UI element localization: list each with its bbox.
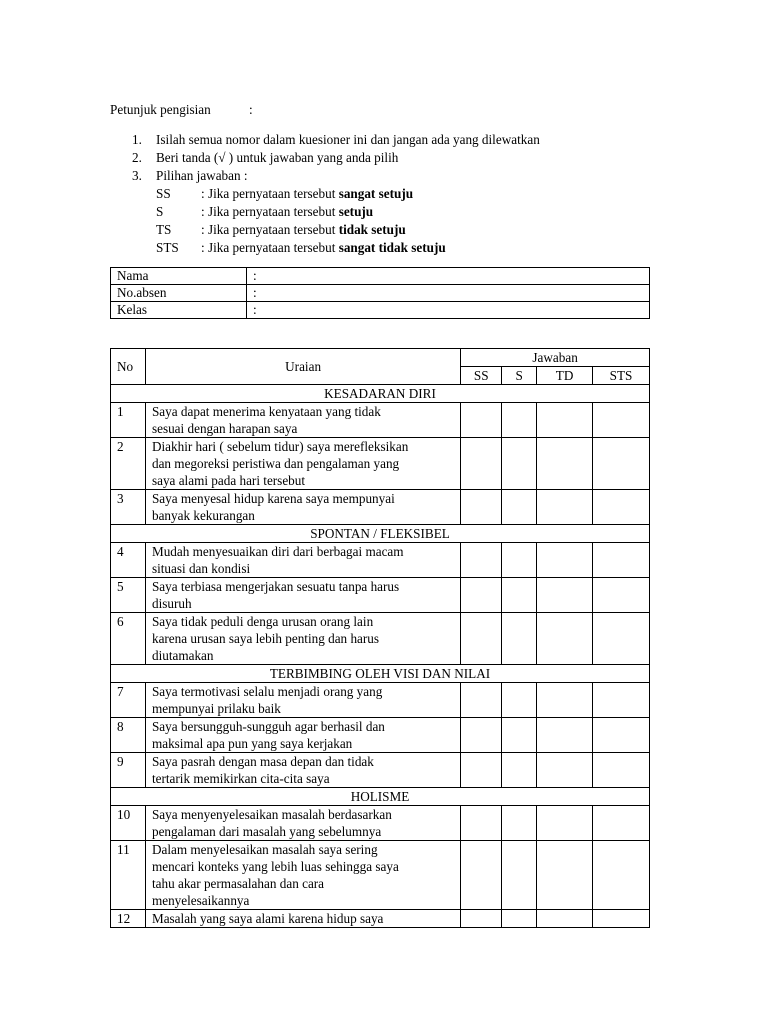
answer-cell-s[interactable] [502, 403, 537, 438]
question-number: 3 [111, 490, 146, 525]
answer-cell-sts[interactable] [593, 613, 650, 665]
answer-cell-ss[interactable] [461, 543, 502, 578]
answer-cell-ss[interactable] [461, 841, 502, 910]
question-number: 5 [111, 578, 146, 613]
statement-line: Saya bersungguh-sungguh agar berhasil dan [151, 719, 385, 734]
option-description [201, 185, 413, 203]
answer-cell-td[interactable] [537, 403, 593, 438]
answer-cell-sts[interactable] [593, 806, 650, 841]
instruction-text: Isilah semua nomor dalam kuesioner ini dan jangan ada yang dilewatkan [156, 132, 540, 147]
instruction-number: 1. [132, 132, 142, 147]
answer-cell-td[interactable] [537, 578, 593, 613]
question-statement [145, 841, 460, 910]
option-description [201, 221, 406, 239]
question-row [111, 683, 650, 718]
answer-cell-sts[interactable] [593, 753, 650, 788]
answer-cell-ss[interactable] [461, 683, 502, 718]
question-statement [145, 613, 460, 665]
identity-value-field[interactable]: : [247, 302, 650, 319]
answer-cell-s[interactable] [502, 438, 537, 490]
answer-cell-sts[interactable] [593, 841, 650, 910]
question-statement [145, 910, 460, 928]
statement-line: Saya terbiasa mengerjakan sesuatu tanpa harus [151, 579, 400, 594]
answer-cell-td[interactable] [537, 718, 593, 753]
question-statement [145, 683, 460, 718]
question-row [111, 841, 650, 910]
section-title: KESADARAN DIRI [111, 385, 650, 403]
answer-cell-s[interactable] [502, 490, 537, 525]
statement-line: mempunyai prilaku baik [151, 701, 281, 716]
answer-cell-sts[interactable] [593, 683, 650, 718]
question-row [111, 613, 650, 665]
identity-label: Kelas [111, 302, 247, 319]
question-row [111, 543, 650, 578]
answer-cell-td[interactable] [537, 683, 593, 718]
statement-line: Saya menyesal hidup karena saya mempunyai [151, 491, 395, 506]
question-row [111, 438, 650, 490]
option-meaning: sangat tidak setuju [338, 240, 446, 255]
answer-cell-sts[interactable] [593, 438, 650, 490]
question-statement [145, 490, 460, 525]
answer-cell-ss[interactable] [461, 613, 502, 665]
section-title: TERBIMBING OLEH VISI DAN NILAI [111, 665, 650, 683]
answer-cell-s[interactable] [502, 683, 537, 718]
question-statement [145, 806, 460, 841]
statement-line: Saya termotivasi selalu menjadi orang yang [151, 684, 383, 699]
answer-cell-td[interactable] [537, 806, 593, 841]
identity-label: No.absen [111, 285, 247, 302]
answer-cell-td[interactable] [537, 543, 593, 578]
answer-option-sts [156, 239, 670, 257]
answer-cell-s[interactable] [502, 578, 537, 613]
option-description [201, 203, 373, 221]
question-statement [145, 753, 460, 788]
identity-label: Nama [111, 268, 247, 285]
question-number: 2 [111, 438, 146, 490]
answer-cell-ss[interactable] [461, 753, 502, 788]
identity-row-no-absen [111, 285, 650, 302]
answer-cell-ss[interactable] [461, 718, 502, 753]
answer-cell-td[interactable] [537, 753, 593, 788]
answer-cell-sts[interactable] [593, 718, 650, 753]
option-meaning: tidak setuju [338, 222, 406, 237]
option-meaning: sangat setuju [338, 186, 414, 201]
answer-cell-td[interactable] [537, 438, 593, 490]
option-code: TS [156, 222, 172, 237]
answer-cell-s[interactable] [502, 841, 537, 910]
option-description [201, 239, 446, 257]
header-answer-td: TD [537, 367, 593, 385]
answer-cell-ss[interactable] [461, 910, 502, 928]
instruction-text: Pilihan jawaban : [156, 168, 248, 183]
instruction-list [110, 131, 670, 257]
section-row [111, 385, 650, 403]
statement-line: disuruh [151, 596, 192, 611]
question-number: 11 [111, 841, 146, 910]
statement-line: Diakhir hari ( sebelum tidur) saya merefleksikan [151, 439, 409, 454]
option-prefix: : Jika pernyataan tersebut [201, 222, 339, 237]
question-statement [145, 403, 460, 438]
question-number: 7 [111, 683, 146, 718]
section-title: SPONTAN / FLEKSIBEL [111, 525, 650, 543]
instruction-item [110, 167, 670, 257]
header-jawaban: Jawaban [461, 349, 650, 367]
header-row [111, 349, 650, 367]
answer-cell-s[interactable] [502, 543, 537, 578]
header-uraian: Uraian [145, 349, 460, 385]
instruction-item [110, 149, 670, 167]
statement-line: dan megoreksi peristiwa dan pengalaman yang [151, 456, 400, 471]
header-no: No [111, 349, 146, 385]
answer-cell-ss[interactable] [461, 806, 502, 841]
statement-line: diutamakan [151, 648, 214, 663]
statement-line: Masalah yang saya alami karena hidup saya [151, 911, 384, 926]
instruction-text: Beri tanda (√ ) untuk jawaban yang anda pilih [156, 150, 399, 165]
answer-cell-sts[interactable] [593, 490, 650, 525]
questionnaire-table [110, 348, 650, 928]
instruction-heading [110, 102, 253, 118]
answer-cell-td[interactable] [537, 841, 593, 910]
statement-line: pengalaman dari masalah yang sebelumnya [151, 824, 382, 839]
answer-cell-sts[interactable] [593, 543, 650, 578]
statement-line: sesuai dengan harapan saya [151, 421, 298, 436]
statement-line: banyak kekurangan [151, 508, 255, 523]
statement-line: saya alami pada hari tersebut [151, 473, 306, 488]
answer-option-ts [156, 221, 670, 239]
statement-line: tahu akar permasalahan dan cara [151, 876, 325, 891]
statement-line: Mudah menyesuaikan diri dari berbagai macam [151, 544, 404, 559]
answer-cell-s[interactable] [502, 910, 537, 928]
answer-option-s [156, 203, 670, 221]
section-title: HOLISME [111, 788, 650, 806]
statement-line: Saya menyenyelesaikan masalah berdasarkan [151, 807, 392, 822]
question-row [111, 753, 650, 788]
instruction-colon: : [249, 102, 253, 117]
question-row [111, 718, 650, 753]
option-code: STS [156, 240, 179, 255]
option-code: SS [156, 186, 171, 201]
option-meaning: setuju [338, 204, 374, 219]
answer-cell-s[interactable] [502, 718, 537, 753]
question-number: 6 [111, 613, 146, 665]
question-row [111, 806, 650, 841]
option-prefix: : Jika pernyataan tersebut [201, 240, 339, 255]
statement-line: Saya pasrah dengan masa depan dan tidak [151, 754, 374, 769]
option-code: S [156, 204, 164, 219]
instruction-number: 3. [132, 168, 142, 183]
header-answer-ss: SS [461, 367, 502, 385]
question-statement [145, 438, 460, 490]
answer-option-ss [156, 185, 670, 203]
statement-line: karena urusan saya lebih penting dan harus [151, 631, 380, 646]
answer-cell-s[interactable] [502, 806, 537, 841]
instruction-number: 2. [132, 150, 142, 165]
answer-cell-td[interactable] [537, 490, 593, 525]
header-answer-sts: STS [593, 367, 650, 385]
question-row [111, 578, 650, 613]
statement-line: Saya dapat menerima kenyataan yang tidak [151, 404, 381, 419]
instruction-title: Petunjuk pengisian [110, 102, 211, 117]
identity-row-nama [111, 268, 650, 285]
statement-line: menyelesaikannya [151, 893, 250, 908]
answer-cell-sts[interactable] [593, 910, 650, 928]
question-number: 9 [111, 753, 146, 788]
question-number: 4 [111, 543, 146, 578]
answer-cell-ss[interactable] [461, 578, 502, 613]
question-number: 10 [111, 806, 146, 841]
question-row [111, 490, 650, 525]
section-row [111, 525, 650, 543]
question-row [111, 910, 650, 928]
statement-line: maksimal apa pun yang saya kerjakan [151, 736, 353, 751]
answer-cell-s[interactable] [502, 753, 537, 788]
answer-cell-s[interactable] [502, 613, 537, 665]
answer-cell-sts[interactable] [593, 578, 650, 613]
statement-line: Saya tidak peduli denga urusan orang lain [151, 614, 374, 629]
identity-value-field[interactable]: : [247, 285, 650, 302]
answer-cell-td[interactable] [537, 613, 593, 665]
answer-cell-ss[interactable] [461, 490, 502, 525]
statement-line: mencari konteks yang lebih luas sehingga saya [151, 859, 399, 874]
question-number: 8 [111, 718, 146, 753]
question-number: 12 [111, 910, 146, 928]
identity-table [110, 267, 650, 319]
option-prefix: : Jika pernyataan tersebut [201, 186, 339, 201]
answer-cell-ss[interactable] [461, 403, 502, 438]
answer-cell-sts[interactable] [593, 403, 650, 438]
identity-row-kelas [111, 302, 650, 319]
statement-line: tertarik memikirkan cita-cita saya [151, 771, 330, 786]
identity-value-field[interactable]: : [247, 268, 650, 285]
instruction-item [110, 131, 670, 149]
section-row [111, 788, 650, 806]
question-statement [145, 543, 460, 578]
option-prefix: : Jika pernyataan tersebut [201, 204, 339, 219]
section-row [111, 665, 650, 683]
statement-line: situasi dan kondisi [151, 561, 251, 576]
header-answer-s: S [502, 367, 537, 385]
answer-cell-td[interactable] [537, 910, 593, 928]
question-statement [145, 578, 460, 613]
question-statement [145, 718, 460, 753]
question-row [111, 403, 650, 438]
statement-line: Dalam menyelesaikan masalah saya sering [151, 842, 378, 857]
question-number: 1 [111, 403, 146, 438]
answer-cell-ss[interactable] [461, 438, 502, 490]
